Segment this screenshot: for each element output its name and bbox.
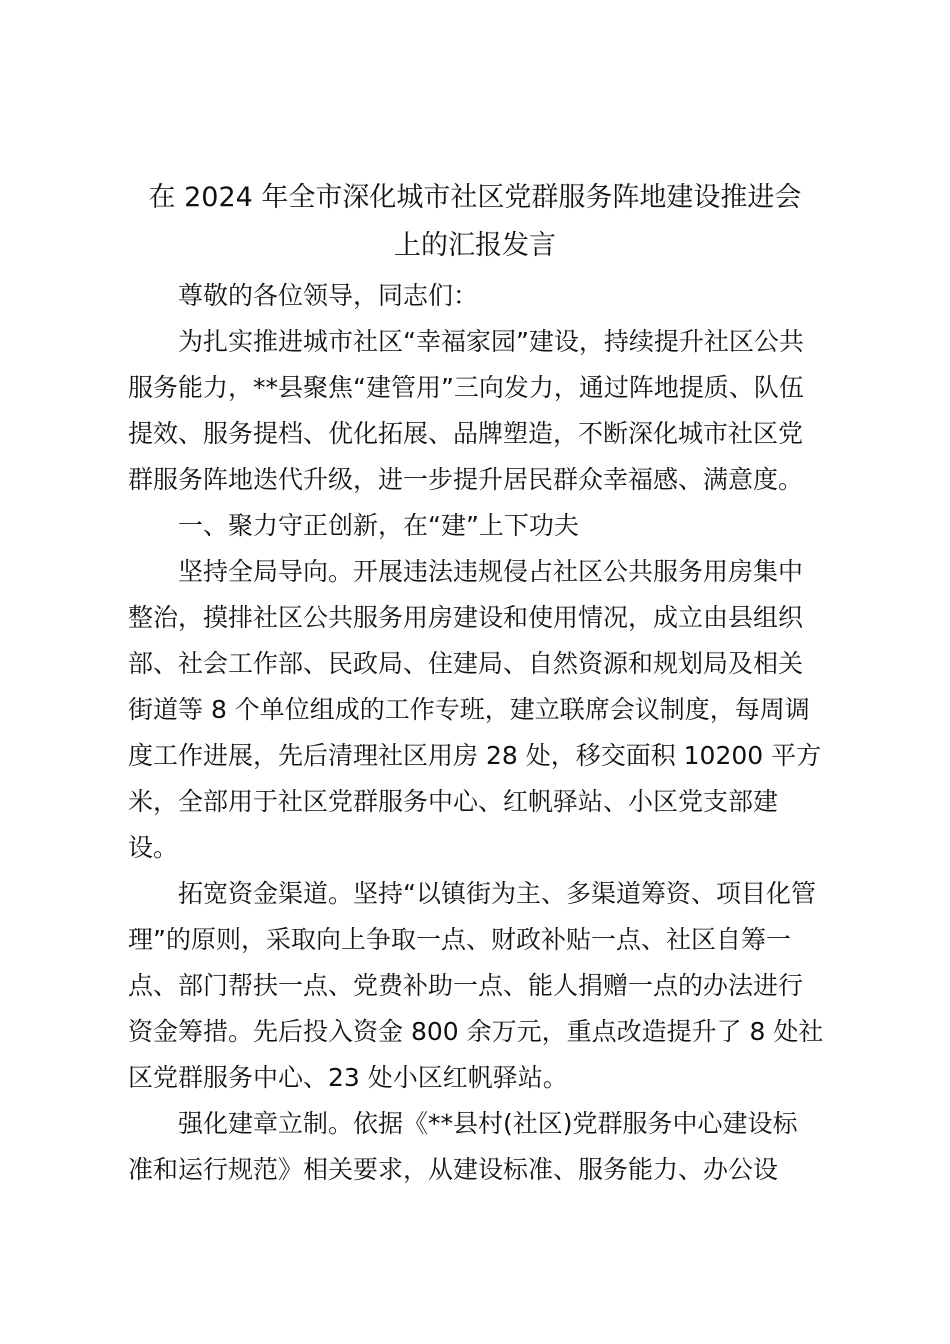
paragraph-2-line-2: 理”的原则，采取向上争取一点、财政补贴一点、社区自筹一 (128, 925, 791, 954)
paragraph-2-line-4: 资金筹措。先后投入资金 800 余万元，重点改造提升了 8 处社 (128, 1017, 824, 1046)
paragraph-3-line-1: 强化建章立制。依据《**县村(社区)党群服务中心建设标 (178, 1109, 798, 1138)
intro-line-4: 群服务阵地迭代升级，进一步提升居民群众幸福感、满意度。 (128, 465, 804, 494)
paragraph-1-line-5: 度工作进展，先后清理社区用房 28 处，移交面积 10200 平方 (128, 741, 822, 770)
intro-line-2: 服务能力，**县聚焦“建管用”三向发力，通过阵地提质、队伍 (128, 373, 804, 402)
paragraph-3-line-2: 准和运行规范》相关要求，从建设标准、服务能力、办公设 (128, 1155, 779, 1184)
paragraph-2-line-5: 区党群服务中心、23 处小区红帆驿站。 (128, 1063, 568, 1092)
paragraph-2-line-1: 拓宽资金渠道。坚持“以镇街为主、多渠道筹资、项目化管 (178, 879, 816, 908)
paragraph-1-line-3: 部、社会工作部、民政局、住建局、自然资源和规划局及相关 (128, 649, 804, 678)
document-title-line-1: 在 2024 年全市深化城市社区党群服务阵地建设推进会 (148, 182, 802, 213)
paragraph-1-line-4: 街道等 8 个单位组成的工作专班，建立联席会议制度，每周调 (128, 695, 810, 724)
salutation: 尊敬的各位领导，同志们： (178, 281, 479, 310)
paragraph-2-line-3: 点、部门帮扶一点、党费补助一点、能人捐赠一点的办法进行 (128, 971, 804, 1000)
paragraph-1-line-2: 整治，摸排社区公共服务用房建设和使用情况，成立由县组织 (128, 603, 804, 632)
document-title-line-2: 上的汇报发言 (394, 230, 556, 261)
intro-line-3: 提效、服务提档、优化拓展、品牌塑造，不断深化城市社区党 (128, 419, 804, 448)
paragraph-1-line-6: 米，全部用于社区党群服务中心、红帆驿站、小区党支部建 (128, 787, 779, 816)
paragraph-1-line-1: 坚持全局导向。开展违法违规侵占社区公共服务用房集中 (178, 557, 804, 586)
paragraph-1-line-7: 设。 (128, 833, 179, 862)
intro-line-1: 为扎实推进城市社区“幸福家园”建设，持续提升社区公共 (178, 327, 804, 356)
section-heading-1: 一、聚力守正创新，在“建”上下功夫 (178, 511, 579, 540)
